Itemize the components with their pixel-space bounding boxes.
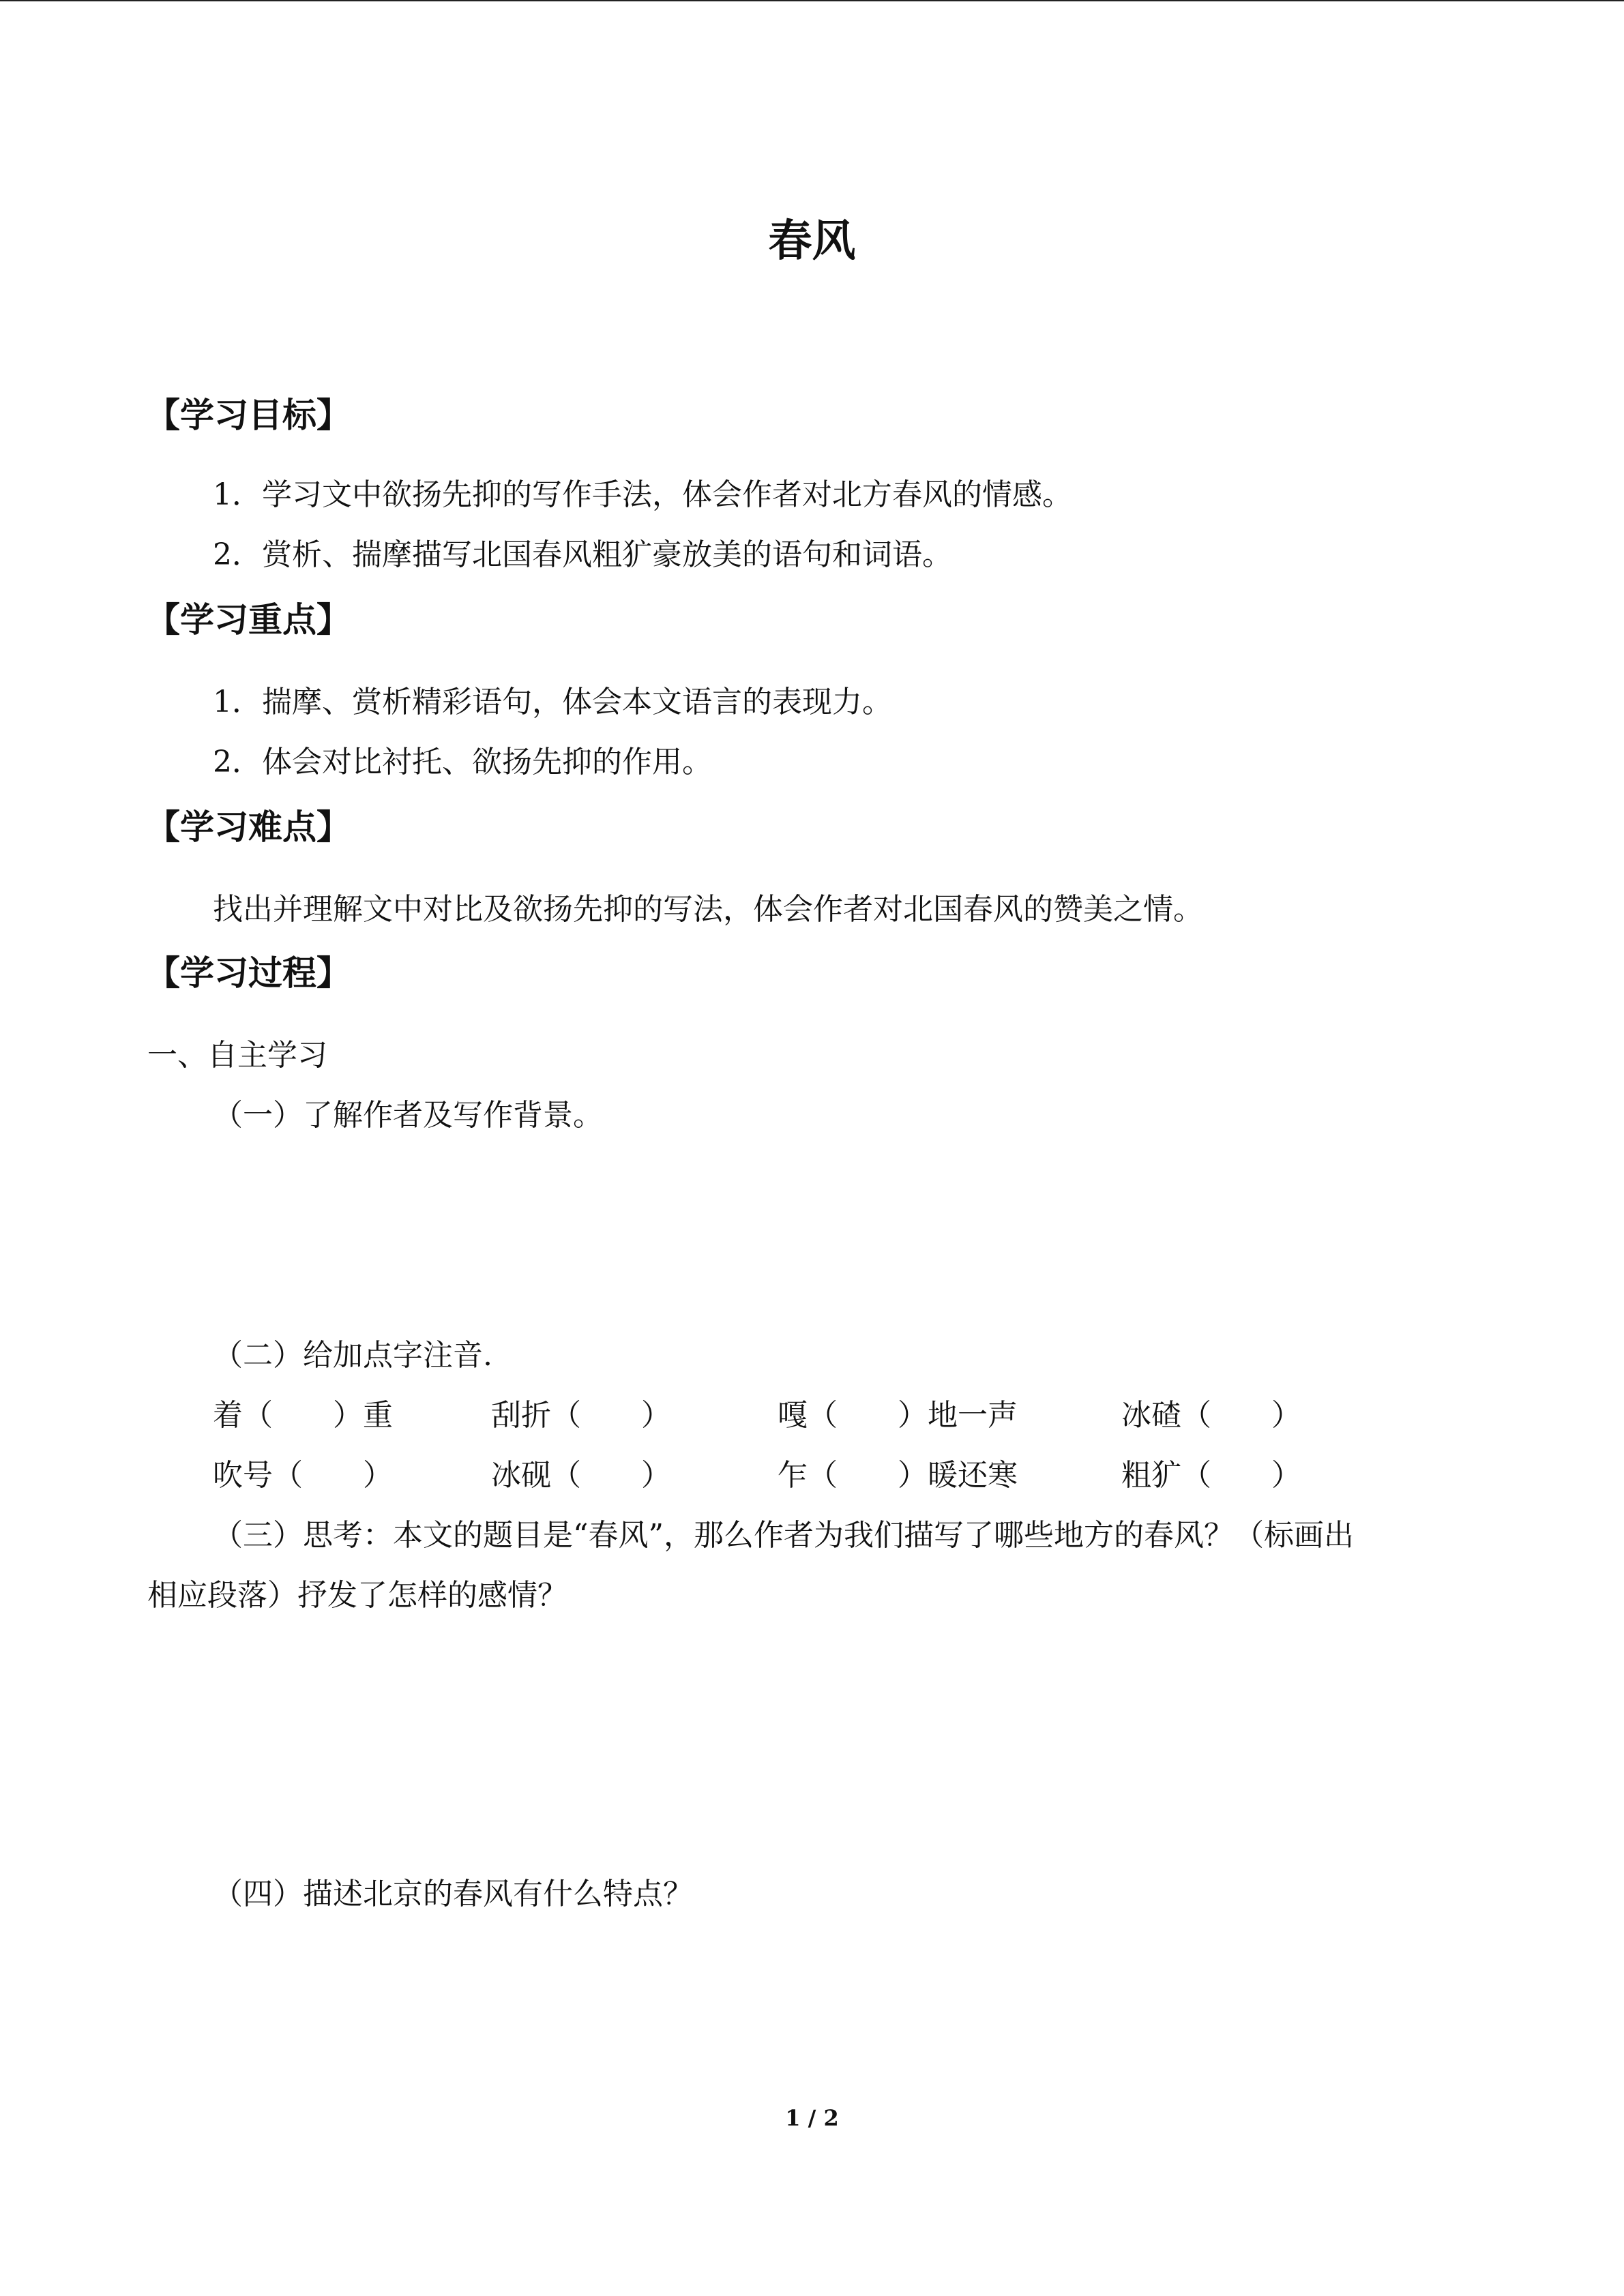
- page-number: 1 / 2: [785, 2105, 839, 2131]
- keypoint-item-2: 2．体会对比衬托、欲扬先抑的作用。: [213, 745, 712, 779]
- pinyin-cell: 刮折（ ）: [491, 1398, 671, 1433]
- goal-item-2: 2．赏析、揣摩描写北国春风粗犷豪放美的语句和词语。: [213, 537, 952, 572]
- question-4: （四）描述北京的春风有什么特点？: [213, 1877, 693, 1911]
- goals-heading: 【学习目标】: [146, 396, 351, 435]
- pinyin-cell: 冰碴（ ）: [1121, 1398, 1301, 1433]
- goal-item-1: 1．学习文中欲扬先抑的写作手法，体会作者对北方春风的情感。: [213, 477, 1072, 512]
- pinyin-cell: 嘎（ ）地一声: [778, 1398, 1018, 1433]
- keypoints-heading: 【学习重点】: [146, 600, 351, 640]
- page-title: 春风: [768, 216, 856, 267]
- keypoint-item-1: 1．揣摩、赏析精彩语句，体会本文语言的表现力。: [213, 685, 892, 719]
- question-2: （二）给加点字注音.: [213, 1338, 492, 1373]
- pinyin-cell: 乍（ ）暖还寒: [778, 1458, 1018, 1493]
- pinyin-cell: 吹号（ ）: [213, 1458, 393, 1493]
- question-1: （一）了解作者及写作背景。: [213, 1098, 603, 1133]
- pinyin-cell: 粗犷（ ）: [1121, 1458, 1301, 1493]
- question-3-line-2: 相应段落）抒发了怎样的感情？: [147, 1578, 567, 1613]
- pinyin-cell: 着（ ）重: [213, 1398, 393, 1433]
- question-3-line-1: （三）思考：本文的题目是“春风”，那么作者为我们描写了哪些地方的春风？（标画出: [213, 1518, 1354, 1553]
- pinyin-cell: 冰砚（ ）: [491, 1458, 671, 1493]
- difficulties-text: 找出并理解文中对比及欲扬先抑的写法，体会作者对北国春风的赞美之情。: [213, 892, 1203, 927]
- section-self-study: 一、自主学习: [147, 1038, 327, 1073]
- process-heading: 【学习过程】: [146, 953, 351, 993]
- difficulties-heading: 【学习难点】: [146, 807, 351, 847]
